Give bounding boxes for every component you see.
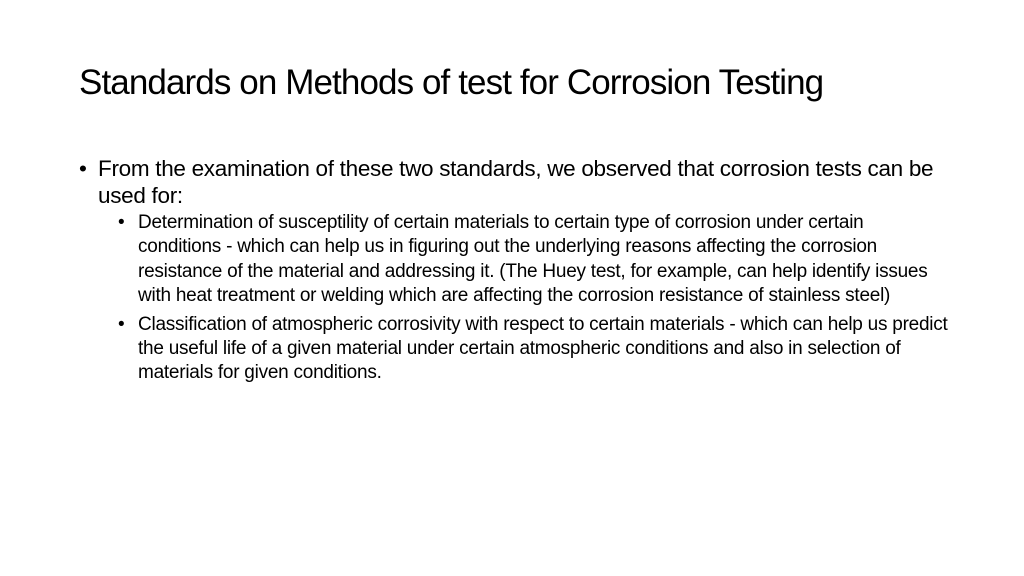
bullet-icon: •	[118, 313, 125, 335]
sub-bullet-text: Classification of atmospheric corrosivity with respect to certain materials - which can help us predict the useful life of a given material under certain atmospheric conditions and also in selection of materials for given conditions.	[138, 313, 948, 384]
sub-bullet-list	[118, 211, 949, 386]
slide-body	[79, 155, 949, 390]
bullet-icon: •	[79, 156, 87, 181]
slide-title: Standards on Methods of test for Corrosion Testing	[79, 63, 824, 102]
sub-bullet-point	[118, 211, 949, 309]
sub-bullet-text: Determination of susceptility of certain materials to certain type of corrosion under certain conditions - which can help us in figuring out the underlying reasons affecting the corrosion resistance of the material and addressing it. (The Huey test, for example, can help identify issues with heat treatment or welding which are affecting the corrosion resistance of stainless steel)	[138, 212, 928, 307]
bullet-text: From the examination of these two standards, we observed that corrosion tests can be used for:	[98, 156, 934, 208]
sub-bullet-point	[118, 313, 949, 386]
bullet-point	[79, 155, 949, 209]
bullet-icon: •	[118, 212, 125, 233]
